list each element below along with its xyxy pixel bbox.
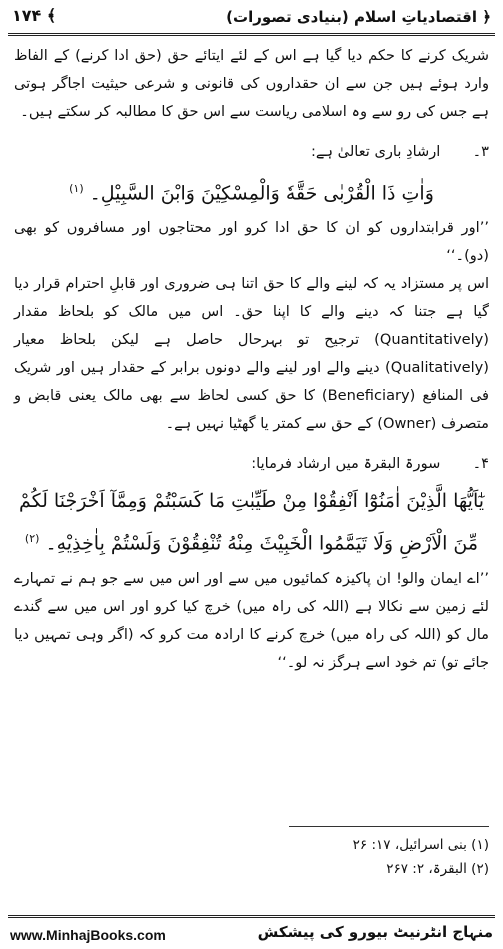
footnote-1: (۱) بنی اسرائیل، ۱۷: ۲۶ xyxy=(352,837,489,853)
footnotes xyxy=(14,826,489,881)
quran-verse-1 xyxy=(14,170,489,212)
translation-2: ’’اے ایمان والو! ان پاکیزہ کمائیوں میں سے اور اس میں سے جو ہم نے تمہارے لئے زمین سے نکالا ہے (اللہ کی راہ میں) خرچ کیا کرو اور اس میں سے گندے مال کو (اللہ کی راہ میں) خرچ کرنے کا ارادہ مت کرو کہ (اگر وہی تمہیں دیا جائے تو) تم خود اسے ہرگز نہ لو۔‘‘ xyxy=(14,569,489,671)
footnote-2: (۲) البقرۃ، ۲: ۲۶۷ xyxy=(386,861,489,877)
footnote-divider xyxy=(289,826,489,827)
header-divider xyxy=(8,33,495,36)
item-3-text: ارشادِ باری تعالیٰ ہے: xyxy=(311,143,441,160)
verse-2-line-2: مِّنَ الْاَرْضِ وَلَا تَيَمَّمُوا الْخَبِيْثَ مِنْهُ تُنْفِقُوْنَ وَلَسْتُمْ بِاٰخِذِيْهِ۔ xyxy=(45,532,479,555)
book-title: ﴿ اقتصادیاتِ اسلام (بنیادی تصورات) xyxy=(226,8,491,26)
verse-1-footnote-ref: (۱) xyxy=(69,182,84,195)
page-header xyxy=(8,2,495,36)
verse-2-line-1: يٰٓاَيُّهَا الَّذِيْنَ اٰمَنُوْٓا اَنْفِقُوْا مِنْ طَيِّبٰتِ مَا كَسَبْتُمْ وَمِمَّآ اَخْرَجْنَا لَكُمْ xyxy=(18,490,485,513)
website-link[interactable]: www.MinhajBooks.com xyxy=(10,927,166,943)
intro-paragraph: شریک کرنے کا حکم دیا گیا ہے اس کے لئے ایتائے حق (حق ادا کرنے) کے الفاظ وارد ہوئے ہیں جن سے ان حقداروں کی قانونی و شرعی حیثیت اجاگر ہوتی ہے جس کی رو سے وہ اسلامی ریاست سے اس حق کا مطالبہ کر سکتے ہیں۔ xyxy=(14,47,489,120)
translation-1: ’’اور قرابتداروں کو ان کا حق ادا کرو اور محتاجوں اور مسافروں کو بھی (دو)۔‘‘ xyxy=(14,219,489,265)
verse-1-text: وَاٰتِ ذَا الْقُرْبٰى حَقَّهٗ وَالْمِسْكِيْنَ وَابْنَ السَّبِيْلِ۔ xyxy=(89,182,434,205)
quran-verse-2 xyxy=(14,482,489,562)
footer-divider xyxy=(8,915,495,918)
verse-2-footnote-ref: (۲) xyxy=(24,532,40,546)
item-4-heading xyxy=(14,450,489,478)
page-body xyxy=(14,42,489,677)
item-3-heading xyxy=(14,138,489,166)
page-number: ۱۷۴ ﴾ xyxy=(12,6,57,25)
item-4-number: ۴۔ xyxy=(472,455,489,473)
page-footer xyxy=(0,915,503,949)
paragraph-2: اس پر مستزاد یہ کہ لینے والے کا حق اتنا ہی ضروری اور قابلِ احترام قرار دیا گیا ہے جتنا کہ دینے والے کا اپنا حق۔ اس میں مالک کو بلحاظ مقدار (Quantitatively) ترجیح تو بہرحال حاصل ہے لیکن بلحاظ معیار (Qualitatively) دینے والے اور لینے والے دونوں برابر کے حقدار ہیں اور شریک فی المنافع (Beneficiary) کا حق کسی لحاظ سے بھی مالک یعنی قابض و متصرف (Owner) کے حق سے کمتر یا گھٹیا نہیں ہے۔ xyxy=(14,275,489,433)
presenter-credit: منہاج انٹرنیٹ بیورو کی پیشکش xyxy=(257,923,493,941)
item-3-number: ۳۔ xyxy=(472,143,489,160)
item-4-text: سورۃ البقرۃ میں ارشاد فرمایا: xyxy=(251,455,441,473)
